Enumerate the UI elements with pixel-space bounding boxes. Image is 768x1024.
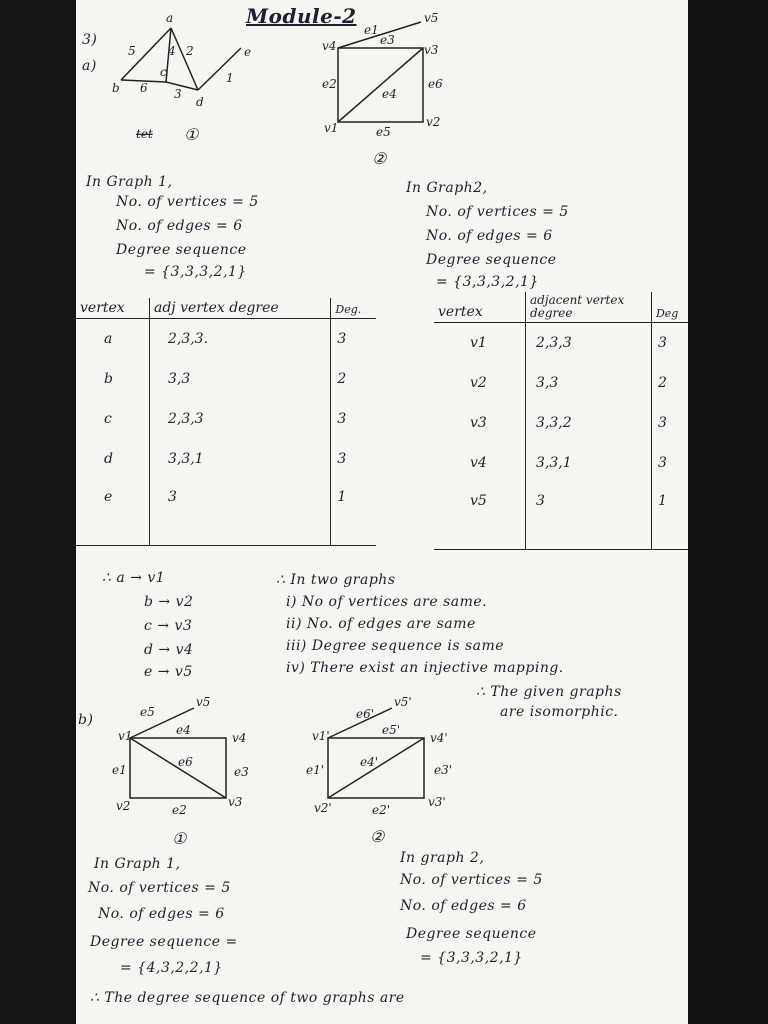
notes-b2-heading: In graph 2,	[400, 850, 485, 866]
graph-a1-vertex: b	[112, 81, 120, 95]
table-row	[434, 363, 688, 403]
graph-b1-vertex: v4	[232, 731, 247, 745]
graph-a2-vertex: v1	[324, 121, 339, 135]
graph-a1-vertex: a	[166, 11, 174, 25]
table-row	[434, 483, 688, 550]
notes-b2-edges: No. of edges = 6	[400, 898, 527, 914]
graph-b2-edge-label: e2'	[372, 803, 391, 817]
table1-cell: 3,3	[149, 359, 330, 399]
table2-cell: v5	[434, 483, 526, 550]
graph-b2-caption: ②	[370, 827, 385, 846]
table1-cell: 3	[337, 331, 347, 347]
table2-header: adjacent vertex degree	[526, 292, 652, 323]
table1-header: Deg.	[331, 298, 376, 319]
graph-a2-diagram	[316, 11, 476, 174]
graph-b1-diagram	[106, 694, 276, 854]
table1-cell: a	[76, 319, 149, 360]
graph-b1-edge-label: e2	[172, 803, 187, 817]
notes-b1-deg-value: = {4,3,2,2,1}	[120, 960, 223, 976]
graph-a1-vertex: d	[196, 95, 204, 109]
graph-a1-caption: ①	[184, 125, 199, 144]
table2-cell: 1	[651, 483, 688, 550]
table1-cell: c	[76, 399, 149, 439]
notes-a1-heading: In Graph 1,	[86, 174, 173, 190]
graph-b1-vertex: v1	[118, 729, 133, 743]
graph-a2-vertex: v4	[322, 39, 337, 53]
graph-b2-vertex: v4'	[430, 731, 448, 745]
question-number: 3)	[82, 32, 98, 48]
table2-cell: v3	[434, 403, 526, 443]
table1-cell: b	[76, 359, 149, 399]
notes-b2-vertices: No. of vertices = 5	[400, 872, 543, 888]
conclusion-line: ∴ In two graphs	[276, 572, 396, 588]
notes-a1-deg-label: Degree sequence	[116, 242, 247, 258]
table-row	[434, 403, 688, 443]
graph-b1-vertex: v2	[116, 799, 131, 813]
graph-a2-caption: ②	[372, 149, 387, 168]
table1-header: adj vertex degree	[149, 298, 330, 319]
table2-header: Deg	[651, 292, 688, 323]
graph-a2-edge-label: e5	[376, 125, 391, 139]
graph-a1-edge-label: 6	[140, 81, 148, 95]
graph-b2-edge-label: e3'	[434, 763, 453, 777]
conclusion-line: ii) No. of edges are same	[286, 616, 476, 632]
conclusion-line: are isomorphic.	[500, 704, 619, 720]
table-row	[76, 319, 376, 360]
mapping-line: e → v5	[144, 664, 193, 680]
part-a-label: a)	[82, 58, 97, 74]
notes-b1-heading: In Graph 1,	[94, 856, 181, 872]
graph-a1-edge-label: 2	[186, 44, 194, 58]
graph-b1-vertex: v3	[228, 795, 243, 809]
graph-a1-edge-label: 3	[174, 87, 182, 101]
notes-a1-deg-value: = {3,3,3,2,1}	[144, 264, 247, 280]
graph-a1-edge-label: 1	[226, 71, 234, 85]
mapping-line: ∴ a → v1	[102, 570, 166, 586]
table1-cell: d	[76, 439, 149, 479]
graph-a2-vertex: v3	[424, 43, 439, 57]
table2-cell: 3,3	[526, 363, 652, 403]
notes-b1-edges: No. of edges = 6	[98, 906, 225, 922]
table2-cell: 3,3,2	[526, 403, 652, 443]
notes-a1-vertices: No. of vertices = 5	[116, 194, 259, 210]
table1-cell: 2,3,3	[149, 399, 330, 439]
notes-a2-vertices: No. of vertices = 5	[426, 204, 569, 220]
graph-a2-edge-label: e4	[382, 87, 397, 101]
table1-cell: 2,3,3.	[149, 319, 330, 360]
scratch-text: tet	[136, 127, 153, 141]
graph-a2-vertex: v2	[426, 115, 441, 129]
table2-cell: 3	[657, 455, 667, 471]
graph-b1-edge-label: e6	[178, 755, 193, 769]
table-row	[76, 399, 376, 439]
table-row	[76, 359, 376, 399]
graph-b1-edge-label: e4	[176, 723, 191, 737]
table2-cell: v2	[434, 363, 526, 403]
table1-cell: 3,3,1	[149, 439, 330, 479]
graph-a2-edge-label: e1	[364, 23, 379, 37]
graph-b2-diagram	[306, 694, 476, 854]
notes-b2-deg-value: = {3,3,3,2,1}	[420, 950, 523, 966]
table2-cell: v1	[434, 323, 526, 364]
notes-a2-heading: In Graph2,	[406, 180, 488, 196]
graph-a1-edge-label: 5	[128, 44, 136, 58]
table-row	[434, 443, 688, 483]
table2-header: vertex	[434, 292, 526, 323]
graph-a2-vertex: v5	[424, 11, 439, 25]
table2-cell: 3	[526, 483, 652, 550]
graph-b2-vertex: v2'	[314, 801, 332, 815]
table1-cell: 3	[337, 411, 347, 427]
notes-a2-deg-value: = {3,3,3,2,1}	[436, 274, 539, 290]
graph-b1-vertex: v5	[196, 695, 211, 709]
conclusion-line: iv) There exist an injective mapping.	[286, 660, 564, 676]
degree-table-1	[76, 298, 376, 546]
graph-b2-vertex: v1'	[312, 729, 330, 743]
graph-a1-vertex: c	[160, 65, 167, 79]
notes-a2-deg-label: Degree sequence	[426, 252, 557, 268]
part-b-label: b)	[78, 712, 94, 728]
table2-cell: 2	[657, 375, 667, 391]
table-row	[434, 323, 688, 364]
notes-b1-vertices: No. of vertices = 5	[88, 880, 231, 896]
table1-cell: 3	[149, 479, 330, 546]
graph-b1-caption: ①	[172, 829, 187, 848]
graph-b2-edge-label: e4'	[360, 755, 379, 769]
graph-a2-edge-label: e6	[428, 77, 443, 91]
notebook-binding	[0, 0, 76, 1024]
graph-a1-diagram	[106, 10, 306, 144]
graph-a2-edge-label: e2	[322, 77, 337, 91]
table2-cell: 3,3,1	[526, 443, 652, 483]
graph-b2-edge-label: e5'	[382, 723, 401, 737]
table2-cell: 3	[657, 335, 667, 351]
table-row	[76, 479, 376, 546]
table1-cell: 2	[337, 371, 347, 387]
graph-b2-edge-label: e6'	[356, 707, 375, 721]
table2-cell: v4	[434, 443, 526, 483]
conclusion-line: ∴ The given graphs	[476, 684, 622, 700]
notes-b1-deg-label: Degree sequence =	[90, 934, 238, 950]
notes-a2-edges: No. of edges = 6	[426, 228, 553, 244]
table1-cell: 3	[337, 451, 347, 467]
notebook-page	[76, 0, 688, 1024]
graph-b1-edge-label: e5	[140, 705, 155, 719]
mapping-line: b → v2	[144, 594, 194, 610]
mapping-line: c → v3	[144, 618, 193, 634]
notes-b2-deg-label: Degree sequence	[406, 926, 537, 942]
page-title: Module-2	[246, 4, 357, 28]
conclusion-line: iii) Degree sequence is same	[286, 638, 505, 654]
mapping-line: d → v4	[144, 642, 194, 658]
graph-b2-vertex: v5'	[394, 695, 412, 709]
graph-b2-edge-label: e1'	[306, 763, 325, 777]
notes-a1-edges: No. of edges = 6	[116, 218, 243, 234]
graph-b1-edge-label: e3	[234, 765, 249, 779]
table1-header: vertex	[76, 298, 149, 319]
graph-a1-edge-label: 4	[168, 44, 176, 58]
final-line: ∴ The degree sequence of two graphs are	[90, 990, 405, 1006]
graph-b2-vertex: v3'	[428, 795, 446, 809]
table1-cell: e	[76, 479, 149, 546]
graph-a2-edge-label: e3	[380, 33, 395, 47]
graph-b1-edge-label: e1	[112, 763, 127, 777]
table1-cell: 1	[331, 479, 376, 546]
page-edge-shadow	[688, 0, 768, 1024]
table-row	[76, 439, 376, 479]
table2-cell: 3	[657, 415, 667, 431]
table2-cell: 2,3,3	[526, 323, 652, 364]
graph-a1-vertex: e	[244, 45, 252, 59]
degree-table-2	[434, 292, 688, 550]
conclusion-line: i) No of vertices are same.	[286, 594, 488, 610]
